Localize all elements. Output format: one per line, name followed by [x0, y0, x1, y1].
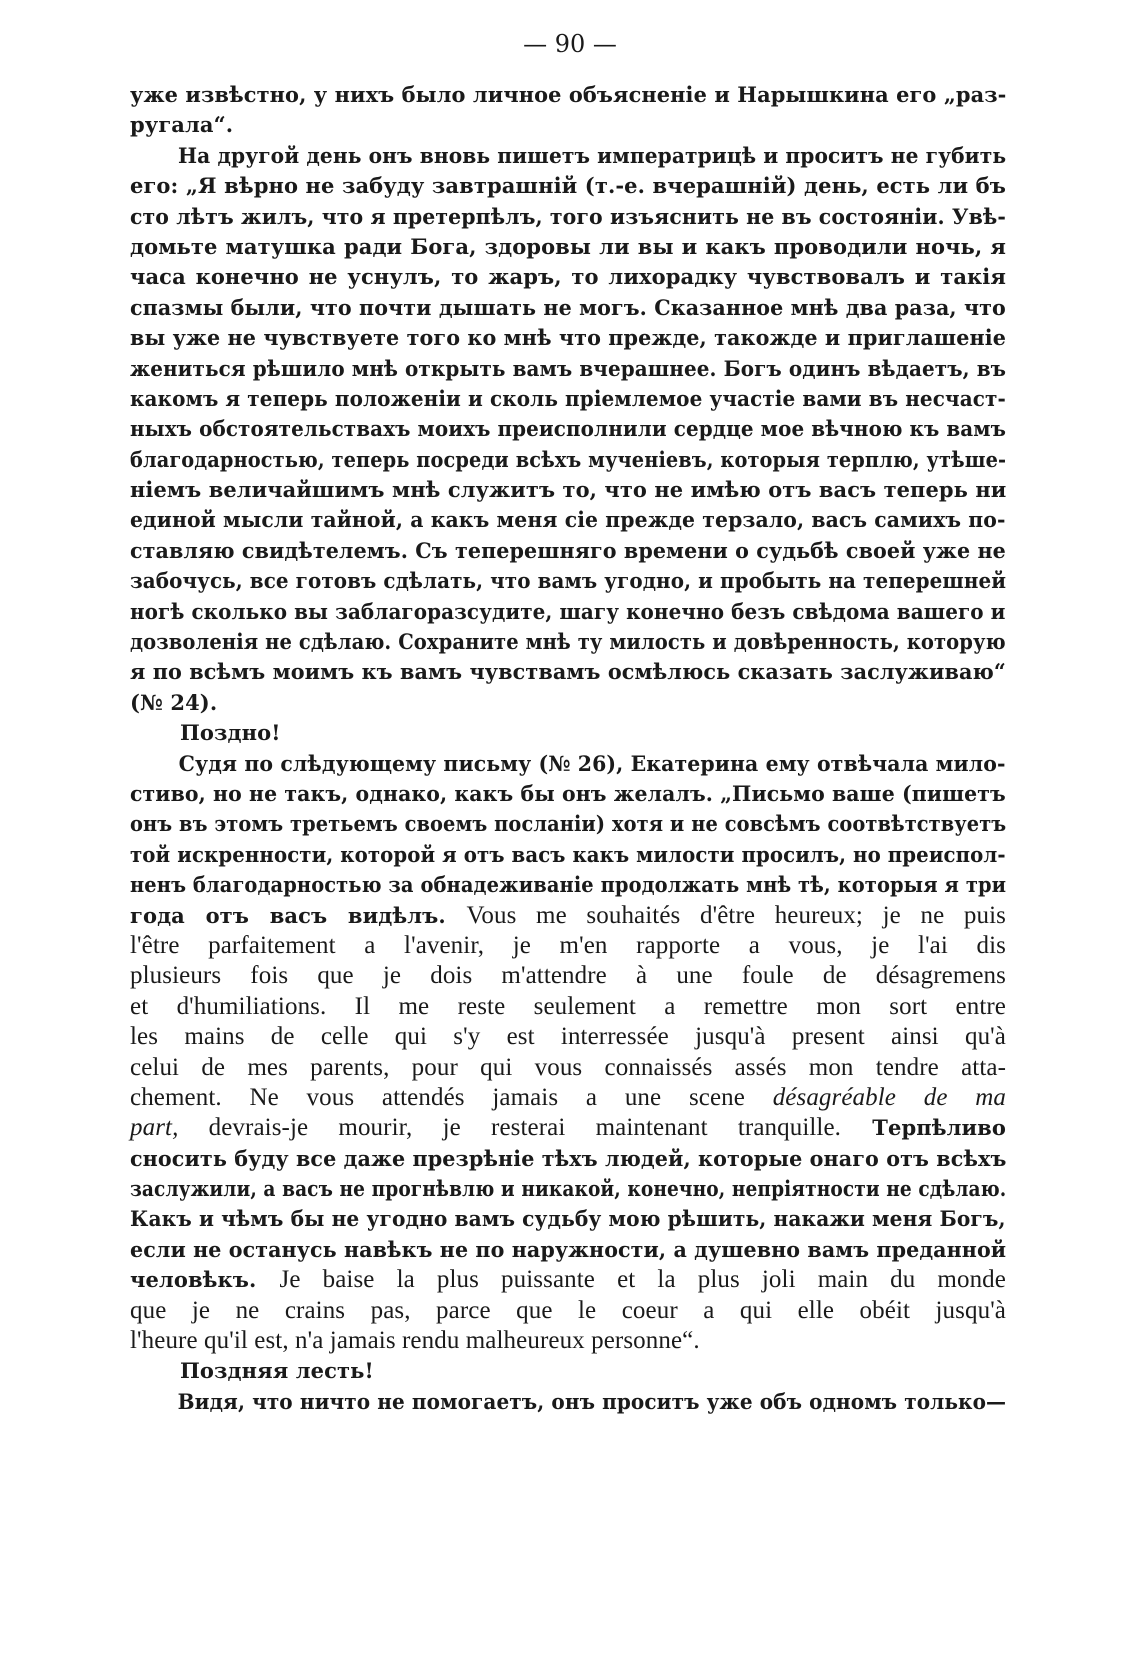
text-segment: часа конечно не уснулъ, то жаръ, то лихорадку чувствовалъ и такія — [130, 264, 1006, 290]
text-segment: если не останусь навѣкъ не по наружности, а душевно вамъ преданной — [130, 1236, 1007, 1262]
text-segment: дозволенія не сдѣлаю. Сохраните мнѣ ту милость и довѣренность, которую — [130, 629, 1006, 655]
text-segment: les mains de celle qui s'y est interressée jusqu'à present ainsi qu'à — [130, 1023, 1006, 1051]
text-line — [130, 718, 1006, 748]
text-line — [130, 202, 1006, 232]
text-line — [130, 627, 1006, 657]
text-segment: l'heure qu'il est, n'a jamais rendu malheureux personne“. — [130, 1327, 700, 1355]
text-line — [130, 1022, 1006, 1052]
text-segment: его: „Я вѣрно не забуду завтрашній (т.-е. вчерашній) день, есть ли бъ — [130, 173, 1006, 199]
text-line — [130, 1296, 1006, 1326]
text-line — [130, 323, 1006, 353]
text-segment: вы уже не чувствуете того ко мнѣ что прежде, такожде и приглашеніе — [130, 325, 1006, 351]
text-segment: спазмы были, что почти дышать не могъ. Сказанное мнѣ два раза, что — [130, 294, 1006, 320]
text-line — [130, 1204, 1006, 1234]
text-segment: Видя, что ничто не помогаетъ, онъ проситъ уже объ одномъ только— — [177, 1388, 1007, 1414]
text-segment: единой мысли тайной, а какъ меня сіе прежде терзало, васъ самихъ по- — [130, 507, 1006, 533]
text-line — [130, 110, 1006, 140]
text-line — [130, 171, 1006, 201]
text-segment: chement. Ne vous attendés jamais a une scene — [130, 1083, 773, 1111]
text-segment: благодарностью, теперь посреди всѣхъ мученіевъ, которыя терплю, утѣше- — [130, 446, 1007, 472]
text-line — [130, 1144, 1007, 1174]
text-segment: que je ne crains pas, parce que le coeur a qui elle obéit jusqu'à — [130, 1296, 1006, 1324]
text-line — [130, 354, 1007, 384]
text-segment: ніемъ величайшимъ мнѣ служитъ то, что не имѣю отъ васъ теперь ни — [130, 477, 1007, 503]
text-segment: забочусь, все готовъ сдѣлать, что вамъ угодно, и пробыть на теперешней — [130, 568, 1007, 594]
text-line — [130, 1356, 1006, 1386]
text-line — [130, 992, 1006, 1022]
text-segment: Je baise la plus puissante et la plus joli main du monde — [279, 1266, 1006, 1294]
text-line — [130, 293, 1006, 323]
text-line — [130, 1053, 1006, 1083]
italic-text: part, — [130, 1114, 179, 1142]
text-line — [130, 1174, 1007, 1204]
text-segment: сто лѣтъ жилъ, что я претерпѣлъ, того изъяснить не въ состояніи. Увѣ- — [130, 203, 1006, 229]
text-line — [130, 1083, 1006, 1113]
text-segment: l'être parfaitement a l'avenir, je m'en rapporte a vous, je l'ai dis — [130, 931, 1006, 959]
text-line — [130, 840, 1006, 870]
text-line — [130, 657, 1006, 687]
text-line — [130, 1265, 1006, 1295]
text-segment: я по всѣмъ моимъ къ вамъ чувствамъ осмѣлюсь сказать заслуживаю“ — [130, 659, 1006, 685]
text-line — [130, 931, 1006, 961]
body-text — [130, 80, 1006, 1417]
text-segment: какомъ я теперь положеніи и сколь пріемлемое участіе вами въ несчаст- — [130, 385, 1006, 411]
text-segment: (№ 24). — [130, 689, 218, 715]
text-line — [130, 1113, 1006, 1143]
text-segment: Судя по слѣдующему письму (№ 26), Екатерина ему отвѣчала мило- — [178, 750, 1006, 776]
text-line — [130, 445, 1007, 475]
text-line — [130, 141, 1007, 171]
text-line — [130, 80, 1007, 110]
text-segment: ногѣ сколько вы заблагоразсудите, шагу конечно безъ свѣдома вашего и — [130, 598, 1006, 624]
text-segment: Какъ и чѣмъ бы не угодно вамъ судьбу мою рѣшить, накажи меня Богъ, — [130, 1206, 1006, 1232]
text-line — [130, 1235, 1007, 1265]
text-line — [130, 566, 1007, 596]
text-line — [130, 870, 1007, 900]
text-line — [130, 475, 1007, 505]
text-line — [130, 809, 1007, 839]
text-line — [130, 749, 1006, 779]
text-segment: уже извѣстно, у нихъ было личное объясненіе и Нарышкина его „раз- — [130, 82, 1007, 107]
text-line — [130, 1326, 1006, 1356]
text-segment: ставляю свидѣтелемъ. Съ теперешняго времени о судьбѣ своей уже не — [130, 537, 1006, 563]
text-segment: той искренности, которой я отъ васъ какъ милости просилъ, но преиспол- — [130, 841, 1006, 867]
text-segment: ненъ благодарностью за обнадеживаніе продолжать мнѣ тѣ, которыя я три — [130, 872, 1007, 898]
text-line — [130, 505, 1006, 535]
text-line — [130, 232, 1006, 262]
text-segment: онъ въ этомъ третьемъ своемъ посланіи) хотя и не совсѣмъ соотвѣтствуетъ — [130, 811, 1007, 837]
text-segment: На другой день онъ вновь пишетъ императрицѣ и проситъ не губить — [178, 142, 1007, 168]
text-segment: Vous me souhaités d'être heureux; je ne puis — [466, 901, 1006, 929]
text-segment: ныхъ обстоятельствахъ моихъ преисполнили сердце мое вѣчною къ вамъ — [130, 416, 1007, 442]
text-line — [130, 597, 1006, 627]
text-segment: года отъ васъ видѣлъ. — [130, 902, 467, 928]
text-line — [130, 262, 1006, 292]
text-line — [130, 414, 1007, 444]
text-segment: devrais-je mourir, je resterai maintenant tranquille. — [178, 1114, 842, 1142]
text-segment: Поздняя лесть! — [180, 1358, 374, 1384]
text-line — [130, 536, 1006, 566]
text-segment: сносить буду все даже презрѣніе тѣхъ людей, которые онаго отъ всѣхъ — [130, 1145, 1007, 1171]
italic-text: désagréable de ma — [772, 1083, 1006, 1111]
text-segment: et d'humiliations. Il me reste seulement a remettre mon sort entre — [130, 992, 1006, 1020]
text-segment: celui de mes parents, pour qui vous connaissés assés mon tendre atta- — [130, 1053, 1006, 1081]
text-segment: человѣкъ. — [130, 1267, 280, 1293]
text-segment: заслужили, а васъ не прогнѣвлю и никакой, конечно, непріятности не сдѣлаю. — [130, 1176, 1007, 1202]
text-line — [130, 779, 1006, 809]
text-segment: стиво, но не такъ, однако, какъ бы онъ желалъ. „Письмо ваше (пишетъ — [130, 780, 1006, 806]
text-segment: ругала“. — [130, 112, 234, 138]
text-segment: Терпѣливо — [841, 1115, 1006, 1141]
text-line — [130, 384, 1006, 414]
text-line — [130, 901, 1006, 931]
page-number: — 90 — — [523, 30, 617, 58]
text-line — [130, 961, 1006, 991]
text-line — [130, 688, 1006, 718]
text-segment: домьте матушка ради Бога, здоровы ли вы и какъ проводили ночь, я — [130, 233, 1006, 259]
text-segment: жениться рѣшило мнѣ открыть вамъ вчерашнее. Богъ одинъ вѣдаетъ, въ — [130, 355, 1007, 381]
text-segment: plusieurs fois que je dois m'attendre à une foule de désagremens — [130, 962, 1006, 990]
text-segment: Поздно! — [180, 720, 281, 746]
text-line — [130, 1387, 1007, 1417]
